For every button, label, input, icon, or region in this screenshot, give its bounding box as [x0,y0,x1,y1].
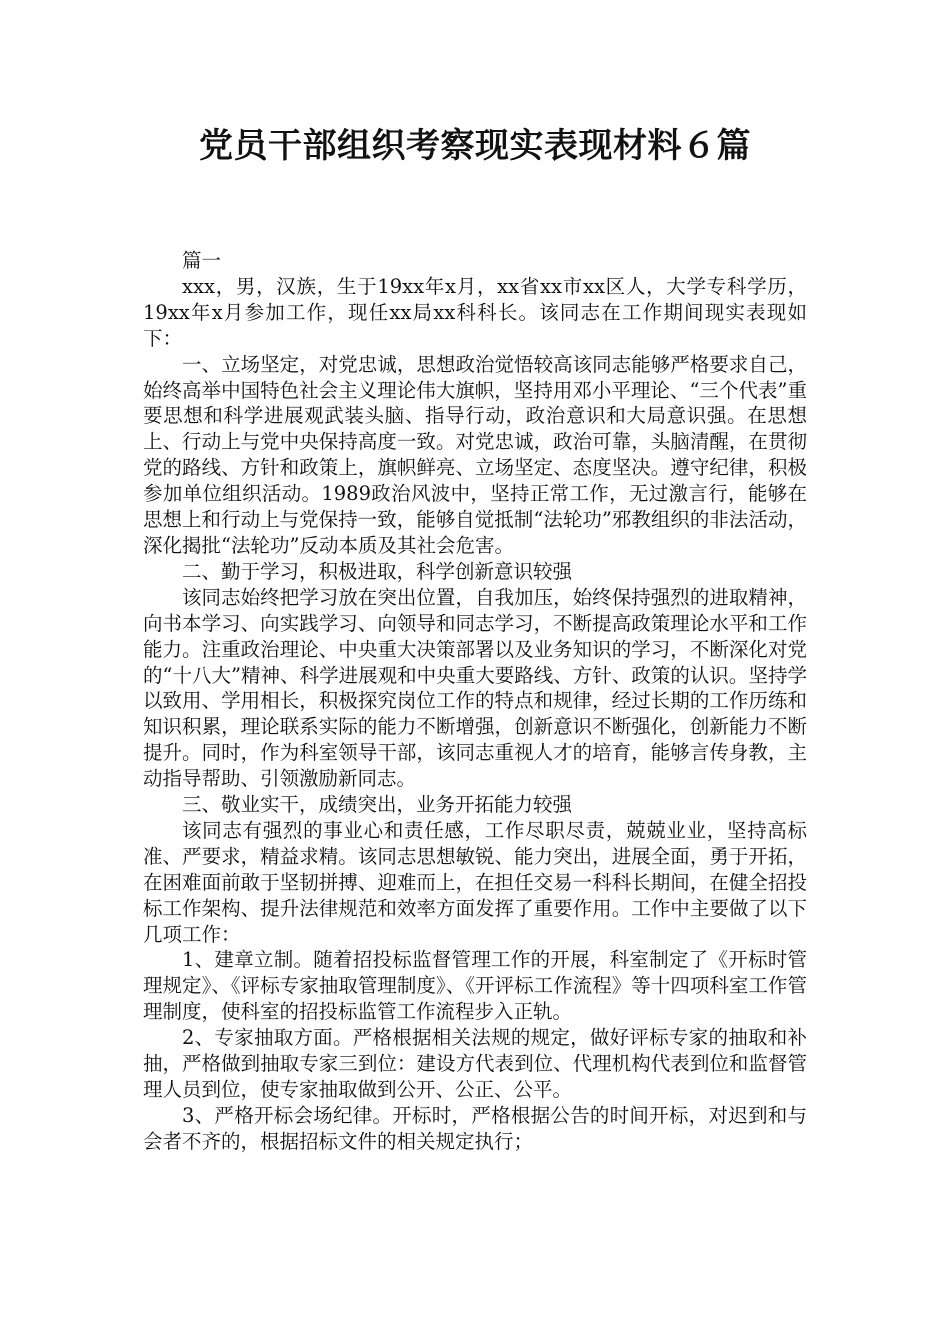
document-title: 党员干部组织考察现实表现材料６篇 [199,126,751,166]
document-body [143,248,807,1155]
list-item: 2、专家抽取方面。严格根据相关法规的规定，做好评标专家的抽取和补抽，严格做到抽取专家三到位：建设方代表到位、代理机构代表到位和监督管理人员到位，使专家抽取做到公开、公正、公平。 [143,1026,807,1101]
body-paragraph: 一、立场坚定，对党忠诚，思想政治觉悟较高该同志能够严格要求自己，始终高举中国特色社会主义理论伟大旗帜，坚持用邓小平理论、“三个代表”重要思想和科学进展观武装头脑、指导行动，政治意识和大局意识强。在思想上、行动上与党中央保持高度一致。对党忠诚，政治可靠，头脑清醒，在贯彻党的路线、方针和政策上，旗帜鲜亮、立场坚定、态度坚决。遵守纪律，积极参加单位组织活动。1989政治风波中，坚持正常工作，无过激言行，能够在思想上和行动上与党保持一致，能够自觉抵制“法轮功”邪教组织的非法活动，深化揭批“法轮功”反动本质及其社会危害。 [143,352,807,557]
list-item: 1、建章立制。随着招投标监督管理工作的开展，科室制定了《开标时管理规定》、《评标专家抽取管理制度》、《开评标工作流程》等十四项科室工作管理制度，使科室的招投标监管工作流程步入正轨。 [143,948,807,1024]
subsection-heading: 二、勤于学习，积极进取，科学创新意识较强 [182,559,573,583]
body-paragraph: 该同志始终把学习放在突出位置，自我加压，始终保持强烈的进取精神，向书本学习、向实践学习、向领导和同志学习，不断提高政策理论水平和工作能力。注重政治理论、中央重大决策部署以及业务知识的学习，不断深化对党的“十八大”精神、科学进展观和中央重大要路线、方针、政策的认识。坚持学以致用、学用相长，积极探究岗位工作的特点和规律，经过长期的工作历练和知识积累，理论联系实际的能力不断增强，创新意识不断强化，创新能力不断提升。同时，作为科室领导干部，该同志重视人才的培育，能够言传身教，主动指导帮助、引领激励新同志。 [143,585,807,791]
body-paragraph: 该同志有强烈的事业心和责任感，工作尽职尽责，兢兢业业，坚持高标准、严要求，精益求精。该同志思想敏锐、能力突出，进展全面，勇于开拓，在困难面前敢于坚韧拼搏、迎难而上，在担任交易一科科长期间，在健全招投标工作架构、提升法律规范和效率方面发挥了重要作用。工作中主要做了以下几项工作： [143,818,807,946]
body-paragraph: xxx，男，汉族，生于19xx年x月，xx省xx市xx区人，大学专科学历，19xx年x月参加工作，现任xx局xx科科长。该同志在工作期间现实表现如下： [143,274,807,350]
subsection-heading: 三、敬业实干，成绩突出，业务开拓能力较强 [182,793,573,817]
list-item: 3、严格开标会场纪律。开标时，严格根据公告的时间开标，对迟到和与会者不齐的，根据招标文件的相关规定执行； [143,1103,807,1153]
section-heading: 篇一 [182,249,222,272]
